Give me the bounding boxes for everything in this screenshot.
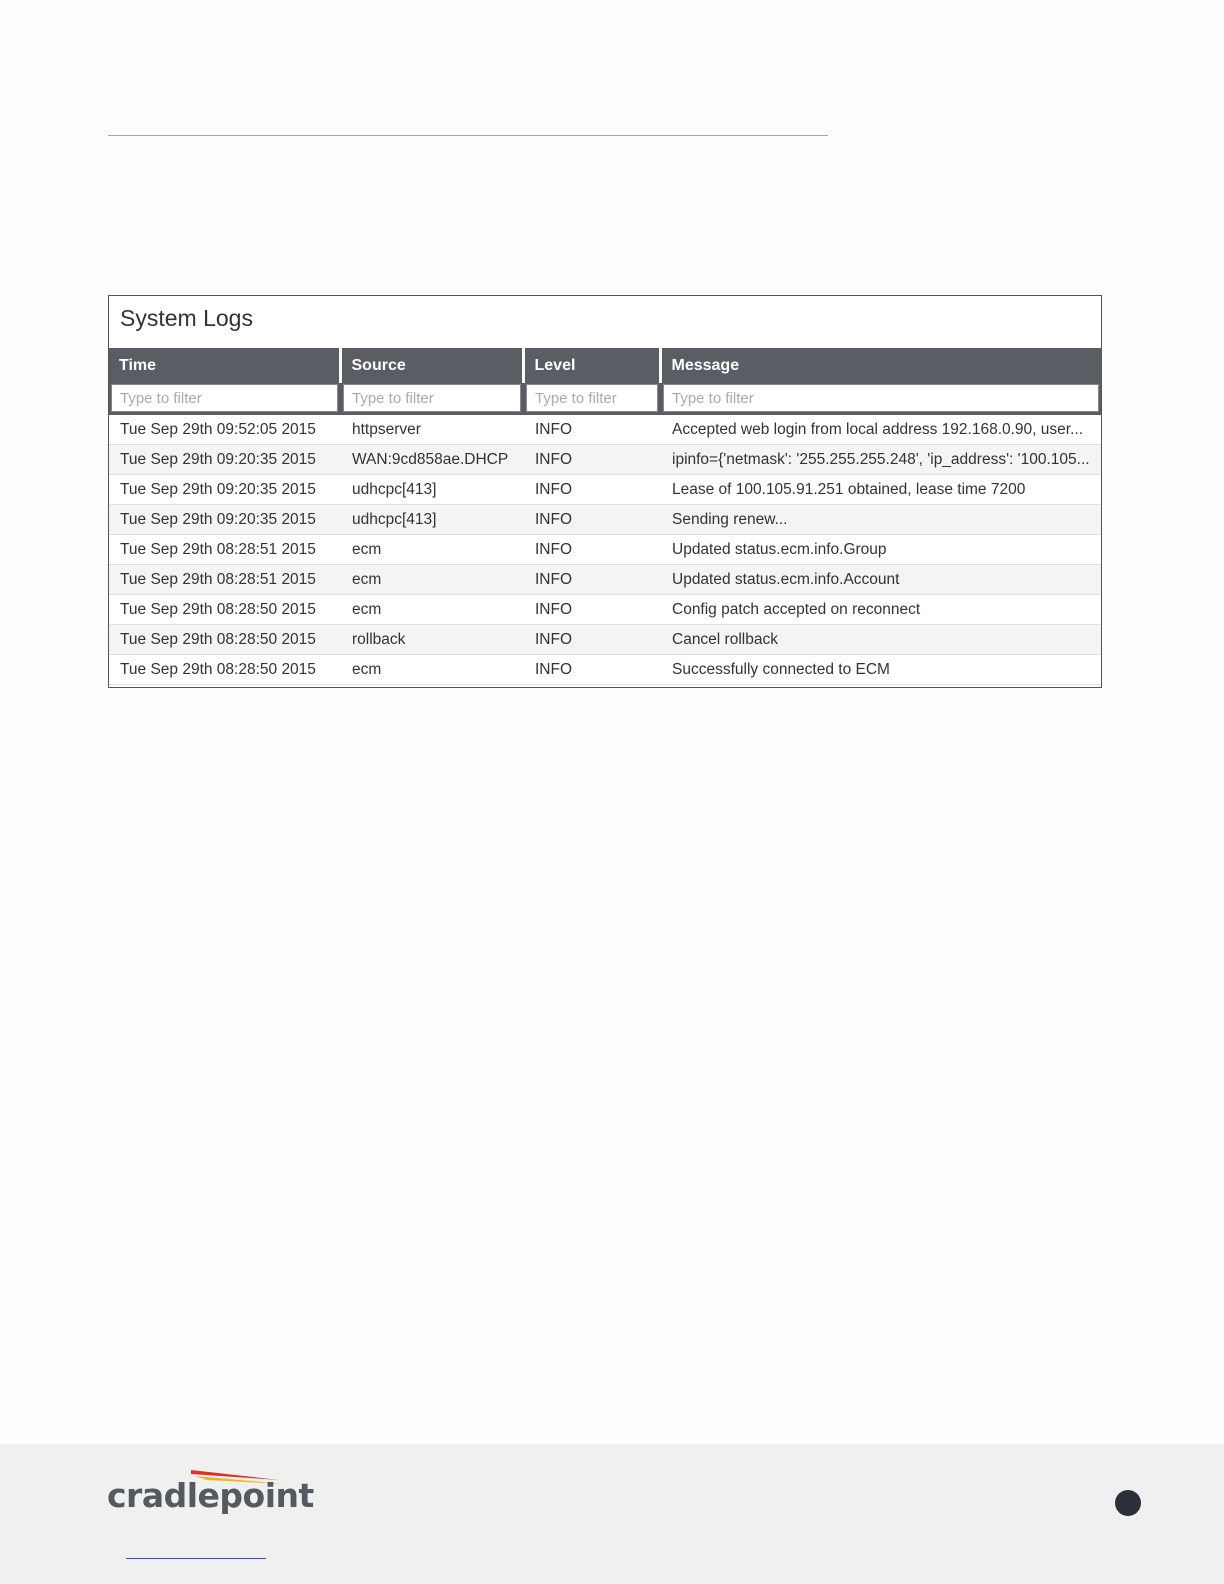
message-filter-input[interactable] [663,384,1099,412]
filter-row [109,383,1101,415]
cell-time: Tue Sep 29th 09:20:35 2015 [109,445,340,475]
cell-time: Tue Sep 29th 08:28:50 2015 [109,655,340,685]
cell-source: rollback [340,625,523,655]
cell-message: Config patch accepted on reconnect [660,595,1101,625]
panel-title: System Logs [120,305,253,331]
cell-message: Successfully connected to ECM [660,655,1101,685]
table-row[interactable] [109,655,1101,685]
table-row[interactable] [109,565,1101,595]
cell-time: Tue Sep 29th 08:28:50 2015 [109,595,340,625]
filter-cell-message [660,383,1101,415]
page-number-badge [1115,1490,1141,1516]
cell-level: INFO [523,445,660,475]
footer-link-underline[interactable] [126,1558,266,1559]
cell-level: INFO [523,625,660,655]
time-filter-input[interactable] [111,384,338,412]
logo-text: cradlepoint [107,1476,314,1515]
table-row[interactable] [109,505,1101,535]
source-filter-input[interactable] [343,384,521,412]
column-header-message[interactable]: Message [660,348,1101,383]
cell-time: Tue Sep 29th 09:52:05 2015 [109,415,340,445]
cell-time: Tue Sep 29th 08:28:51 2015 [109,535,340,565]
cell-message: Lease of 100.105.91.251 obtained, lease time 7200 [660,475,1101,505]
table-row[interactable] [109,445,1101,475]
cell-level: INFO [523,535,660,565]
table-row[interactable] [109,625,1101,655]
table-row[interactable] [109,535,1101,565]
cell-message: Updated status.ecm.info.Group [660,535,1101,565]
cell-source: udhcpc[413] [340,475,523,505]
cell-level: INFO [523,505,660,535]
cell-time: Tue Sep 29th 09:20:35 2015 [109,475,340,505]
top-divider [108,135,828,136]
column-header-source[interactable]: Source [340,348,523,383]
filter-cell-source [340,383,523,415]
cell-source: ecm [340,565,523,595]
cell-message: Cancel rollback [660,625,1101,655]
cell-message: Sending renew... [660,505,1101,535]
cradlepoint-logo [107,1468,314,1528]
cell-source: httpserver [340,415,523,445]
table-row[interactable] [109,595,1101,625]
cell-source: udhcpc[413] [340,505,523,535]
filter-cell-time [109,383,340,415]
cell-time: Tue Sep 29th 08:28:51 2015 [109,565,340,595]
cell-level: INFO [523,595,660,625]
cell-level: INFO [523,415,660,445]
cell-source: WAN:9cd858ae.DHCP [340,445,523,475]
cell-source: ecm [340,655,523,685]
filter-cell-level [523,383,660,415]
cell-source: ecm [340,535,523,565]
column-header-time[interactable]: Time [109,348,340,383]
table-row[interactable] [109,415,1101,445]
cell-source: ecm [340,595,523,625]
cell-level: INFO [523,655,660,685]
level-filter-input[interactable] [526,384,658,412]
cell-time: Tue Sep 29th 09:20:35 2015 [109,505,340,535]
column-header-level[interactable]: Level [523,348,660,383]
header-row [109,348,1101,383]
cell-level: INFO [523,565,660,595]
table-row[interactable] [109,475,1101,505]
cell-time: Tue Sep 29th 08:28:50 2015 [109,625,340,655]
cell-level: INFO [523,475,660,505]
cell-message: Accepted web login from local address 192.168.0.90, user... [660,415,1101,445]
cell-message: ipinfo={'netmask': '255.255.255.248', 'ip_address': '100.105... [660,445,1101,475]
logs-table [109,348,1101,685]
system-logs-panel [108,295,1102,688]
cell-message: Updated status.ecm.info.Account [660,565,1101,595]
